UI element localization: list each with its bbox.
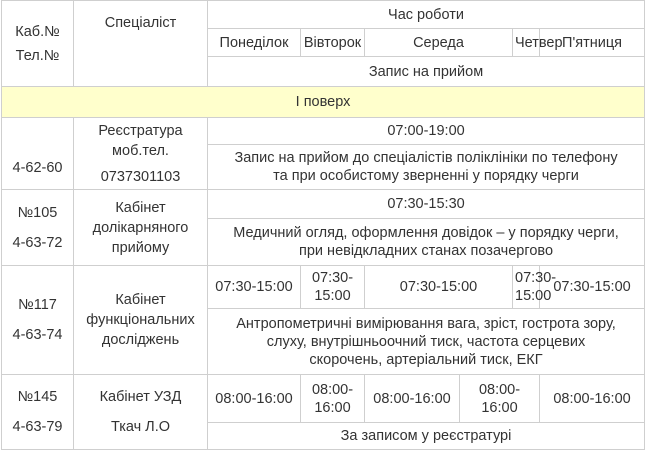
- floor-header: [2, 87, 645, 118]
- row-145-hours: [2, 375, 645, 423]
- cabinet-145-hours-tuesday-line2: 16:00: [314, 399, 351, 416]
- day-monday: Понеділок: [208, 29, 301, 57]
- cabinet-105-note: [208, 219, 645, 266]
- registry-hours: 07:00-19:00: [208, 118, 645, 145]
- registry-mobile-phone: 0737301103: [100, 168, 181, 185]
- cabinet-145-specialist-line1: Кабінет УЗД: [99, 389, 182, 405]
- specialist-header-label: Спеціаліст: [104, 15, 177, 31]
- day-thursday: Четвер: [513, 29, 540, 57]
- cabinet-145-hours-tuesday: [301, 375, 365, 423]
- cabinet-145-hours-tuesday-line1: 08:00-: [311, 381, 354, 398]
- registry-specialist-line1: Реєстратура: [98, 122, 183, 139]
- cabinet-145-specialist-line2: Ткач Л.О: [110, 419, 171, 435]
- cabinet-105-note-line2: при невідкладних станах позачергово: [299, 243, 554, 259]
- day-tuesday: Вівторок: [301, 29, 365, 57]
- cabinet-117-hours-wednesday: 07:30-15:00: [365, 266, 513, 309]
- cabinet-145-note: За записом у реєстратурі: [208, 423, 645, 450]
- cabinet-117-note-line1: Антропометричні вимірювання вага, зріст, гострота зору,: [236, 315, 616, 332]
- cabinet-117-note: [208, 309, 645, 375]
- registry-note-line1: Запис на прийом до спеціалістів поліклініки по телефону: [234, 150, 618, 166]
- floor-label: І поверх: [295, 94, 351, 110]
- cabinet-117-specialist-line3: досліджень: [101, 332, 180, 348]
- appointment-header-label: Запис на прийом: [368, 63, 484, 80]
- work-hours-header: [208, 1, 645, 29]
- cabinet-117-specialist-cell: [74, 266, 208, 375]
- cabinet-145-specialist-cell: [74, 375, 208, 450]
- floor-row: [2, 87, 645, 118]
- phone-header-label: Тел.№: [15, 47, 60, 64]
- row-105-hours: [2, 190, 645, 219]
- cabinet-145-hours-thursday-line1: 08:00-: [478, 381, 521, 398]
- cabinet-145-phone: 4-63-79: [12, 419, 63, 435]
- cabinet-117-note-line2: слуху, внутрішньоочний тиск, частота серцевих: [266, 333, 586, 350]
- cabinet-145-hours-wednesday: 08:00-16:00: [365, 375, 460, 423]
- row-117-hours: [2, 266, 645, 309]
- day-friday: П'ятниця: [540, 29, 645, 57]
- registry-phone-cell: [2, 118, 74, 190]
- cabinet-105-note-line1: Медичний огляд, оформлення довідок – у порядку черги,: [233, 225, 619, 241]
- cabinet-header-label: Каб.№: [15, 23, 60, 40]
- cabinet-117-specialist-line2: функціональних: [86, 312, 195, 328]
- cabinet-145-cell: [2, 375, 74, 450]
- appointment-header: [208, 57, 645, 87]
- cabinet-117-phone: 4-63-74: [12, 327, 63, 343]
- cabinet-105-specialist-line3: прийому: [111, 239, 170, 256]
- schedule-table: [1, 0, 645, 450]
- day-wednesday: Середа: [365, 29, 513, 57]
- registry-note-line2: та при особистому зверненні у порядку черги: [273, 168, 579, 184]
- cabinet-117-number: №117: [18, 297, 57, 313]
- registry-note: [208, 145, 645, 190]
- cabinet-117-note-line3: скорочень, артеріальний тиск, ЕКГ: [309, 351, 543, 368]
- cabinet-145-hours-monday: 08:00-16:00: [208, 375, 301, 423]
- registry-specialist-line2: моб.тел.: [112, 142, 169, 159]
- specialist-header: [74, 1, 208, 87]
- cabinet-117-hours-thursday: [513, 266, 557, 309]
- cabinet-105-specialist-line2: долікарняного: [92, 219, 189, 236]
- cabinet-117-hours-thursday-line2: 15:00: [515, 288, 552, 304]
- cabinet-105-hours: 07:30-15:30: [208, 190, 645, 219]
- cabinet-117-hours-tuesday-line1: 07:30-: [311, 270, 354, 286]
- cabinet-phone-header: [2, 1, 74, 87]
- cabinet-117-hours-thursday-line1: 07:30-: [515, 270, 557, 286]
- cabinet-145-hours-thursday-line2: 16:00: [481, 399, 518, 416]
- cabinet-145-hours-thursday: [460, 375, 540, 423]
- cabinet-105-specialist-cell: [74, 190, 208, 266]
- registry-specialist-cell: [74, 118, 208, 190]
- cabinet-105-specialist-line1: Кабінет: [115, 199, 166, 216]
- cabinet-145-hours-friday: 08:00-16:00: [540, 375, 645, 423]
- cabinet-117-cell: [2, 266, 74, 375]
- work-hours-header-label: Час роботи: [388, 6, 464, 23]
- cabinet-117-specialist-line1: Кабінет: [115, 292, 166, 308]
- registry-phone: 4-62-60: [12, 160, 63, 176]
- header-row: [2, 1, 645, 29]
- row-registry-hours: [2, 118, 645, 145]
- cabinet-117-hours-tuesday-line2: 15:00: [314, 288, 351, 304]
- cabinet-105-phone: 4-63-72: [12, 234, 63, 251]
- cabinet-117-hours-friday: 07:30-15:00: [540, 266, 645, 309]
- cabinet-117-hours-tuesday: [301, 266, 365, 309]
- cabinet-105-number: №105: [17, 204, 58, 221]
- cabinet-117-hours-monday: 07:30-15:00: [208, 266, 301, 309]
- cabinet-105-cell: [2, 190, 74, 266]
- cabinet-145-number: №145: [17, 389, 58, 405]
